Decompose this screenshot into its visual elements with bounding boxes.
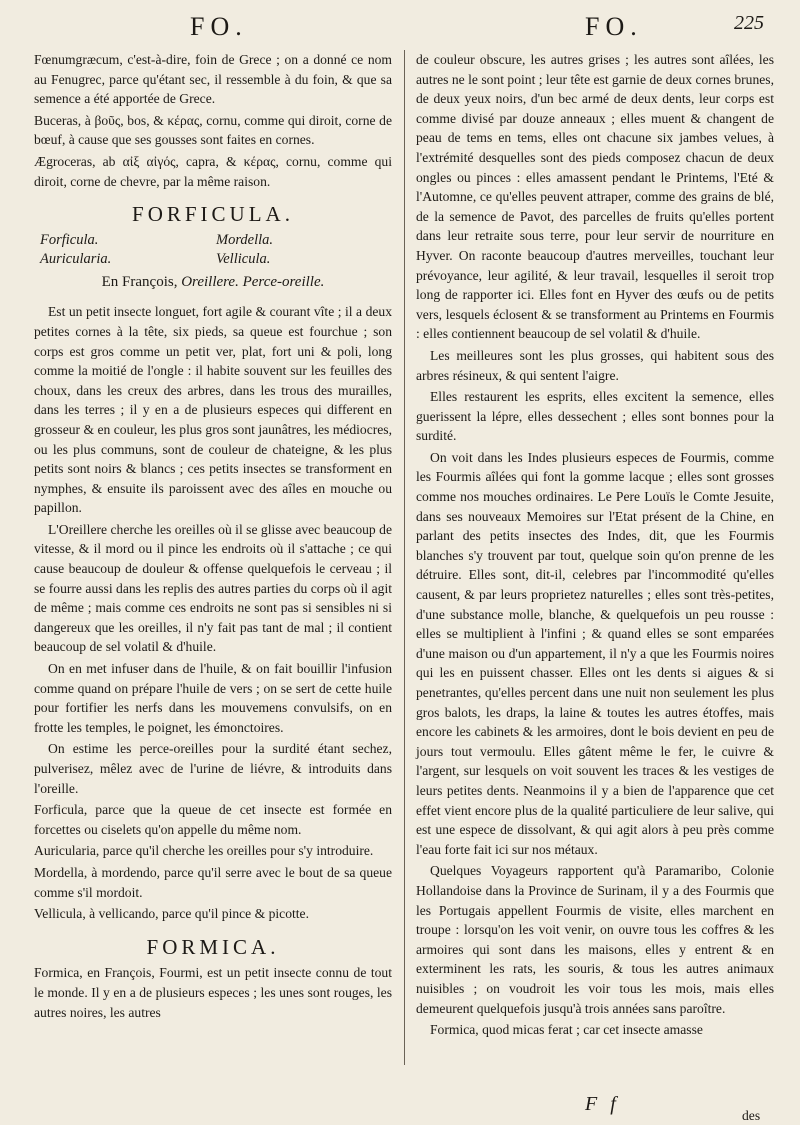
body-paragraph: Quelques Voyageurs rapportent qu'à Paramaribo, Colonie Hollandoise dans la Province de Surinam, il y a des Fourmis que les Portugais appellent Fourmis de visite, elles marchent en troupe : lorsqu'on les voit venir, on ouvre tous les coffres & les armoires qui sont dans les maisons, elles y entrent & en exterminent les rats, les souris, & tous les autres animaux nuisibles ; on voudroit les voir tous les mois, mais elles demeurent quelquefois jusqu'à trois années sans paroître. xyxy=(416,863,774,1016)
french-names xyxy=(34,273,392,293)
intro-paragraph: Ægroceras, ab αἰξ αἰγός, capra, & κέρας, cornu, comme qui diroit, corne de chevre, par la même raison. xyxy=(34,153,392,189)
body-paragraph: Elles restaurent les esprits, elles excitent la semence, elles guerissent la lépre, elles dessechent ; elles sont bonnes pour la surdité. xyxy=(416,389,774,444)
running-head-left: FO. xyxy=(190,12,248,41)
etymology-paragraph: Vellicula, à vellicando, parce qu'il pince & picotte. xyxy=(34,906,309,922)
left-column xyxy=(34,50,392,1024)
french-prefix: En François, xyxy=(101,273,178,290)
page-number: 225 xyxy=(734,12,764,34)
body-paragraph: L'Oreillere cherche les oreilles où il se glisse avec beaucoup de vitesse, & il mord ou il pince les endroits où il s'attache ; ce qui cause beaucoup de douleur & offense quelquefois le cerveau ; il se fourre aussi dans les replis des autres parties du corps où il agit de même ; mais comme ces endroits ne sont pas si sensibles ni si dangereux que les oreilles, il n'y fait pas tant de mal ; il contient beaucoup de sel volatil & d'huile. xyxy=(34,521,392,655)
etymology-paragraph: Mordella, à mordendo, parce qu'il serre avec le bout de sa queue comme s'il mordoit. xyxy=(34,864,392,900)
body-paragraph: On voit dans les Indes plusieurs especes de Fourmis, comme les Fourmis aîlées qui font la gomme lacque ; elles sont grosses comme nos mouches ordinaires. Le Pere Louïs le Comte Jesuite, dans ses nouveaux Memoires sur l'Etat présent de la Chine, en parlant des petits insectes des Indes, dit, que les Fourmis blanches s'y trouvent par tout, quelque soin qu'on prenne de les détruire. Elles sont, dit-il, celebres par l'incommodité qu'elles causent, & par leurs proprietez naturelles ; elles sont très-petites, d'une substance molle, blanche, & quelquefois un peu rousse : elles se multiplient à l'infini ; & quand elles se sont emparées d'une maison ou d'un appartement, il n'y a que les Fourmis noires qui les en puissent chasser. Elles ont les dents si aigues & si penetrantes, qu'elles percent dans une nuit non seulement les plus gros balots, les draps, la laine & toutes les autres étoffes, mais encore les cabinets & les armoires, dont le bois devient en peu de jours tout vermoulu. Elles gâtent même le fer, le cuivre & l'argent, sur lesquels on voit souvent les traces & les vestiges de leurs petites dents. Neanmoins il y a bien de l'apparence que cet effet vient encore plus de la qualité particuliere de leur salive, qui est une espece de dissolvant, & qui agit alors à peu près comme l'eau forte fait ici sur nos métaux. xyxy=(416,449,774,857)
body-paragraph: Est un petit insecte longuet, fort agile & courant vîte ; il a deux petites cornes à la tête, six pieds, sa queue est fourchue ; son corps est gros comme un petit ver, plat, fort uni & poli, long comme la moitié de l'ongle : il habite souvent sur les feuilles des choux, dans les creux des arbres, dans les trous des murailles, dans les terres ; il y en a de plusieurs especes qui different en grosseur & en couleur, les plus gros sont jaunâtres, les médiocres, ou les plus communs, sont de couleur de chateigne, & les plus petits sont noirs & blancs ; ces petits insectes se transforment en nymphes, & ensuite ils paroissent avec des aîles en mouche ou papillon. xyxy=(34,304,392,516)
synonym: Auricularia. xyxy=(40,250,112,267)
catchword: des xyxy=(742,1108,761,1123)
body-paragraph: de couleur obscure, les autres grises ; les autres sont aîlées, les autres ne le sont point ; leur tête est garnie de deux cornes brunes, de deux yeux noirs, d'un bec armé de deux dents, leur corps est comme divisé par douze anneaux ; elles muent & changent de peau de tems en tems, elles ont chacune six jambes velues, à l'extrémité desquelles sont des pieds composez chacun de deux ongles ou pinces : elles amassent pendant le Printems, l'Eté & l'Automne, ce qu'elles peuvent attraper, comme des grains de blé, de la semence de Pavot, des parcelles de fruits qu'elles portent dans leur retraite sous terre, pour leur servir de nourriture en Hyver. On raconte beaucoup d'autres merveilles, touchant leur prévoyance, leur agilité, & leur travail, lesquelles il seroit trop long de rapporter ici. Elles font en Hyver des œufs ou de petits vers, lesquels éclosent & se transforment au Printems en Fourmis : elles contiennent beaucoup de sel volatil & d'huile. xyxy=(416,52,774,342)
synonym: Mordella. xyxy=(216,231,274,248)
etymology-paragraph: Forficula, parce que la queue de cet insecte est formée en forcettes ou ciselets qu'on appelle du même nom. xyxy=(34,802,392,837)
body-paragraph: On en met infuser dans de l'huile, & on fait bouillir l'infusion comme quand on prépare l'huile de vers ; on se sert de cette huile pour fortifier les nerfs dans les mouvemens convulsifs, on en frotte les temples, le poignet, les émonctoires. xyxy=(34,661,392,735)
column-divider xyxy=(404,50,405,1065)
signature-mark: F f xyxy=(585,1093,620,1115)
intro-paragraph: Fœnumgræcum, c'est-à-dire, foin de Grece ; on a donné ce nom au Fenugrec, parce qu'étant sec, il ressemble à du foin, & que sa semence a été apportée de Grece. xyxy=(34,52,392,107)
intro-paragraph: Buceras, à βοῦς, bos, & κέρας, cornu, comme qui diroit, corne de bœuf, à cause que ses gousses sont faites en cornes. xyxy=(34,112,392,148)
french-name-list: Oreillere. Perce-oreille. xyxy=(181,273,325,290)
body-paragraph: Formica, quod micas ferat ; car cet insecte amasse xyxy=(430,1022,703,1038)
synonym-list xyxy=(40,231,392,269)
section-title-forficula: FORFICULA. xyxy=(132,202,294,227)
section-title-formica: FORMICA. xyxy=(146,934,280,959)
right-column xyxy=(416,50,774,1042)
running-head-right: FO. xyxy=(585,12,643,41)
synonym: Forficula. xyxy=(40,231,99,248)
body-paragraph: Les meilleures sont les plus grosses, qui habitent sous des arbres résineux, & qui sentent l'aigre. xyxy=(416,347,774,383)
body-paragraph: On estime les perce-oreilles pour la surdité étant sechez, pulverisez, mêlez avec de l'urine de liévre, & introduits dans l'oreille. xyxy=(34,741,392,796)
synonym: Vellicula. xyxy=(216,250,271,267)
body-paragraph: Formica, en François, Fourmi, est un petit insecte connu de tout le monde. Il y en a de plusieurs especes ; les unes sont rouges, les autres noires, les autres xyxy=(34,965,392,1020)
etymology-paragraph: Auricularia, parce qu'il cherche les oreilles pour s'y introduire. xyxy=(34,843,374,859)
